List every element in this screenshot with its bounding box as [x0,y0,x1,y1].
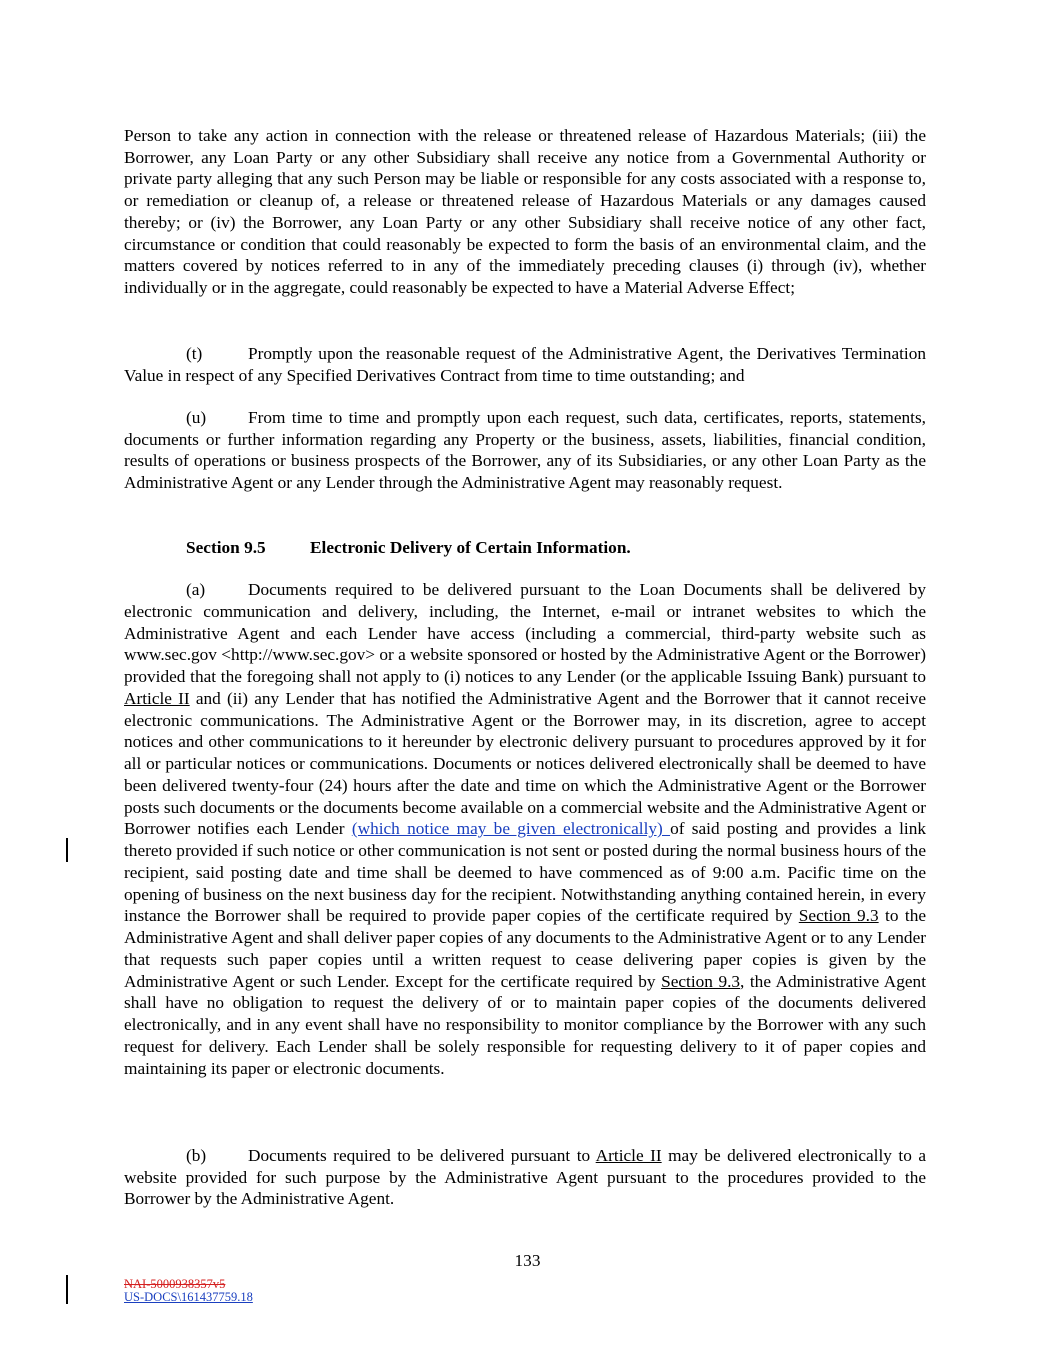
deleted-doc-id: NAI-5000938357v5 [124,1277,226,1291]
paragraph-a-label: (a) [186,580,206,599]
paragraph-b [124,1145,926,1210]
paragraph-continuation [124,125,926,299]
paragraph-continuation-text: Person to take any action in connection with the release or threatened release of Hazardous Materials; (iii) the Borrower, any Loan Party or any other Subsidiary shall receive any notice from a Governmental Authority or private party alleging that any such Person may be liable or responsible for any costs associated with a response to, or remediation or cleanup of, a release or threatened release of Hazardous Materials or any damages caused thereby; or (iv) the Borrower, any Loan Party or any other Subsidiary shall receive notice of any other fact, circumstance or condition that could reasonably be expected to form the basis of an environmental claim, and the matters covered by notices referred to in any of the immediately preceding clauses (i) through (iv), whether individually or in the aggregate, could reasonably be expected to have a Material Adverse Effect; [124,126,926,297]
paragraph-a-text-5: , the Administrative Agent shall have no obligation to request the delivery of or to maintain paper copies of the documents delivered electronically, and in any event shall have no responsibility to monitor compliance by the Borrower with any such request for delivery. Each Lender shall be solely responsible for requesting delivery to it of paper copies and maintaining its paper or electronic documents. [124,971,927,1078]
paragraph-a-text-4: to the Administrative Agent and shall deliver paper copies of any documents to the Administrative Agent or to any Lender that requests such paper copies until a written request to cease delivering paper copies is given by the Administrative Agent or such Lender. Except for the certificate required by [124,906,927,991]
paragraph-t-label: (t) [186,344,203,363]
paragraph-t [124,343,926,386]
change-bar [66,838,68,862]
article-ii-reference-b: Article II [595,1146,662,1165]
new-doc-id: US-DOCS\161437759.18 [124,1290,253,1304]
section-9-3-reference: Section 9.3 [798,906,879,926]
section-title: Electronic Delivery of Certain Information. [310,538,631,557]
paragraph-u-label: (u) [186,408,207,427]
paragraph-u [124,407,926,494]
section-number: Section 9.5 [186,538,266,557]
paragraph-a-text-2: and (ii) any Lender that has notified the Administrative Agent and the Borrower that it cannot receive electronic communications. The Administrative Agent or the Borrower may, in its discretion, agree to accept notices and other communications to it hereunder by electronic delivery pursuant to procedures approved by it for all or particular notices or communications. Documents or notices delivered electronically shall be deemed to have been delivered twenty-four (24) hours after the date and time on which the Administrative Agent or the Borrower posts such documents or the documents become available on a commercial website and the Administrative Agent or Borrower notifies each Lender [124,688,926,839]
section-9-3-reference-2: Section 9.3 [661,971,741,991]
change-bar-footer [66,1275,68,1304]
paragraph-a-text-3: of said posting and provides a link thereto provided if such notice or other communication is not sent or posted during the normal business hours of the recipient, said posting date and time shall be deemed to have commenced as of 9:00 a.m. Pacific time on the opening of business on the next business day for the recipient. Notwithstanding anything contained herein, in every instance the Borrower shall be required to provide paper copies of the certificate required by [124,819,926,926]
paragraph-a-text-1: Documents required to be delivered pursuant to the Loan Documents shall be delivered by electronic communication and delivery, including, the Internet, e-mail or intranet websites to which the Administrative Agent and each Lender have access (including a commercial, third-party website such as www.sec.gov <http://www.sec.gov> or a website sponsored or hosted by the Administrative Agent or the Borrower) provided that the foregoing shall not apply to (i) notices to any Lender (or the applicable Issuing Bank) pursuant to [124,580,926,686]
paragraph-b-text-2: may be delivered electronically to a website provided for such purpose by the Administrative Agent pursuant to the procedures provided to the Borrower by the Administrative Agent. [124,1146,926,1209]
section-heading [186,537,631,559]
paragraph-u-text: From time to time and promptly upon each request, such data, certificates, reports, statements, documents or further information regarding any Property or the business, assets, liabilities, financial condition, results of operations or business prospects of the Borrower, any of its Subsidiaries, or any other Loan Party as the Administrative Agent or any Lender through the Administrative Agent may reasonably request. [124,408,926,493]
article-ii-reference: Article II [124,688,190,708]
paragraph-t-text: Promptly upon the reasonable request of the Administrative Agent, the Derivatives Termination Value in respect of any Specified Derivatives Contract from time to time outstanding; and [124,344,926,385]
paragraph-b-text-1: Documents required to be delivered pursuant to [248,1146,596,1165]
paragraph-b-label: (b) [186,1146,207,1165]
paragraph-a [124,579,926,1079]
document-footer [124,1278,253,1304]
inserted-text: (which notice may be given electronically) [351,819,671,839]
page-number: 133 [514,1251,541,1270]
